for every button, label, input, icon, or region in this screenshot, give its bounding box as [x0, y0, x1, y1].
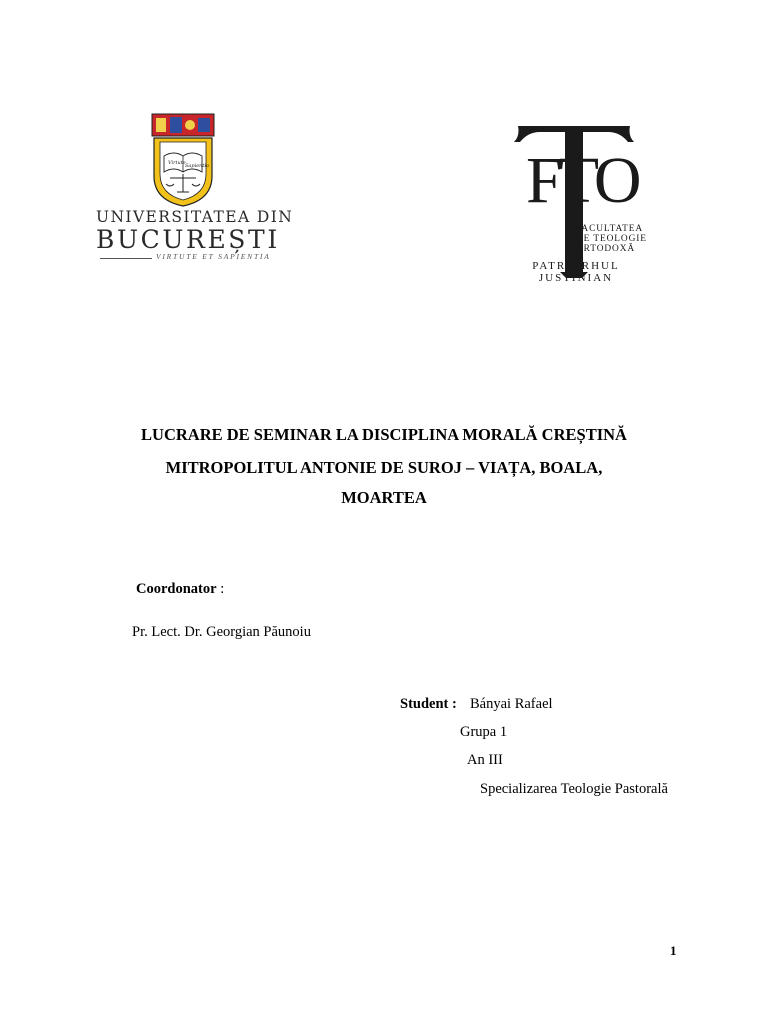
coordinator-separator: : — [216, 581, 225, 597]
university-name-line2: BUCUREȘTI — [96, 225, 280, 254]
title-line-3: MOARTEA — [341, 488, 427, 507]
fto-sub-line: FACULTATEA — [576, 224, 644, 234]
svg-text:Virtute: Virtute — [168, 160, 186, 166]
student-year: An III — [467, 752, 503, 768]
university-crest-icon — [150, 112, 216, 208]
coordinator-name: Pr. Lect. Dr. Georgian Păunoiu — [132, 624, 311, 640]
fto-letters: FTO — [526, 144, 638, 217]
title-line-1: LUCRARE DE SEMINAR LA DISCIPLINA MORALĂ CREȘTINĂ — [141, 425, 627, 444]
title-line-2: MITROPOLITUL ANTONIE DE SUROJ – VIAȚA, BOALA, — [165, 458, 603, 477]
svg-text:Sapientia: Sapientia — [185, 163, 209, 169]
fto-sub-line: DE TEOLOGIE — [576, 234, 647, 244]
faculty-of-theology-logo — [510, 118, 647, 290]
fto-sub-line: ORTODOXĂ — [576, 244, 636, 254]
student-group: Grupa 1 — [460, 724, 508, 740]
university-of-bucharest-logo — [96, 108, 294, 268]
fto-patriarch-name — [518, 260, 634, 284]
student-name: Bányai Rafael — [470, 696, 553, 712]
fto-bottom-line: PATRIARHUL — [532, 260, 620, 272]
fto-faculty-name — [576, 224, 647, 254]
university-motto: VIRTUTE ET SAPIENTIA — [156, 252, 271, 261]
university-name-line1: UNIVERSITATEA DIN — [96, 208, 294, 226]
coordinator-label-block — [136, 581, 224, 598]
university-logo-divider — [100, 258, 152, 259]
student-specialization: Specializarea Teologie Pastorală — [480, 781, 668, 797]
coordinator-label: Coordonator — [136, 581, 217, 597]
student-label: Student : — [400, 696, 457, 712]
fto-bottom-line: JUSTINIAN — [538, 272, 614, 284]
page-number: 1 — [670, 943, 677, 958]
